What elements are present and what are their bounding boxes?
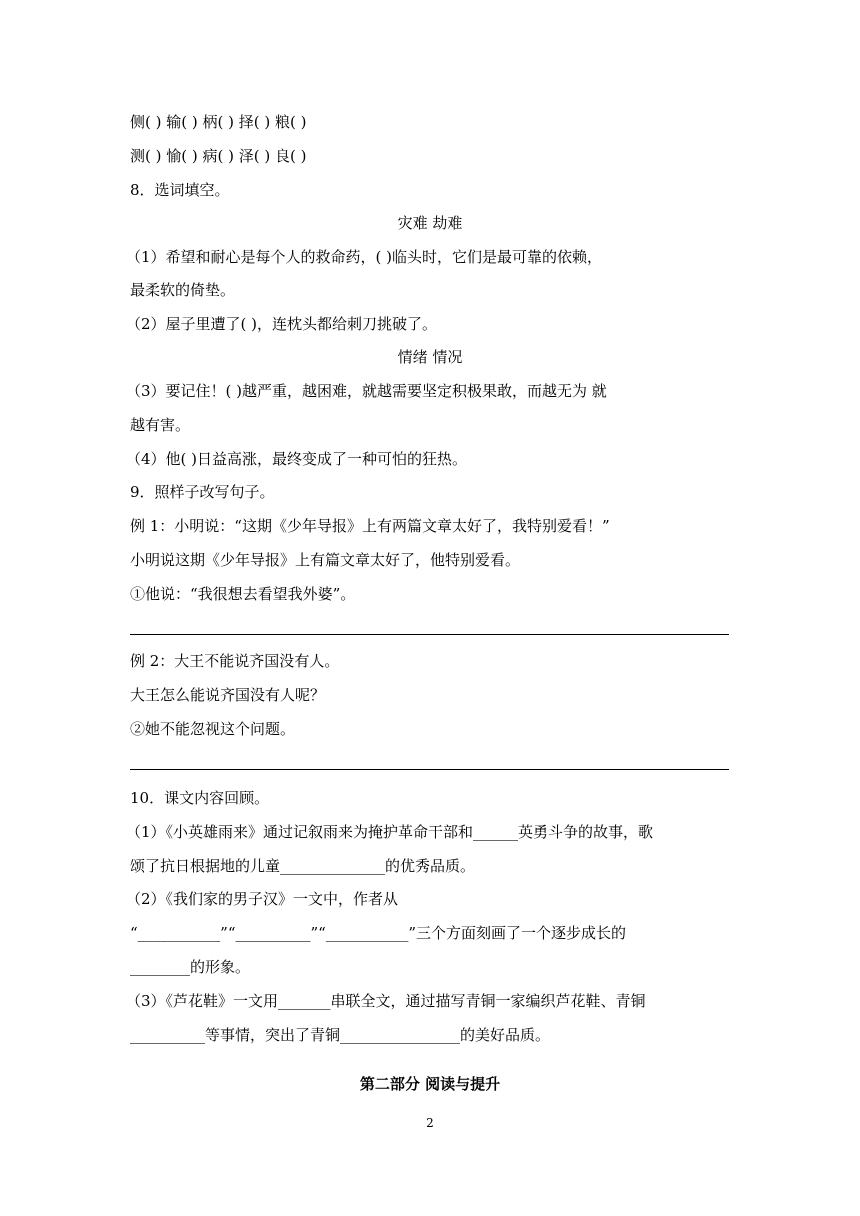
question-9-item-1: ①他说：“我很想去看望我外婆”。: [130, 585, 356, 603]
question-10-item-3-line-1: （3）《芦花鞋》一文用_______串联全文，通过描写青铜一家编织芦花鞋、青铜: [126, 992, 646, 1010]
section-title: 第二部分 阅读与提升: [359, 1075, 501, 1093]
answer-line-2: [130, 769, 729, 770]
question-9-example-2-answer: 大王怎么能说齐国没有人呢？: [130, 686, 326, 704]
question-10-title: 10．课文内容回顾。: [130, 789, 270, 807]
question-8-item-4: （4）他( )日益高涨，最终变成了一种可怕的狂热。: [126, 450, 468, 468]
word-choice-2: 情绪 情况: [397, 348, 463, 366]
question-8-item-3-line-2: 越有害。: [130, 416, 191, 434]
question-10-item-3-line-2: __________等事情，突出了青铜________________的美好品质。: [130, 1026, 551, 1044]
question-8-item-1-line-1: （1）希望和耐心是每个人的救命药，( )临头时，它们是最可靠的依赖，: [126, 248, 603, 266]
question-9-example-1: 例 1：小明说：“这期《少年导报》上有两篇文章太好了，我特别爱看！”: [130, 517, 610, 535]
question-10-item-1-line-1: （1）《小英雄雨来》通过记叙雨来为掩护革命干部和______英勇斗争的故事，歌: [126, 823, 654, 841]
question-9-example-1-answer: 小明说这期《少年导报》上有篇文章太好了，他特别爱看。: [130, 551, 521, 569]
question-9-example-2: 例 2：大王不能说齐国没有人。: [130, 652, 340, 670]
question-8-title: 8．选词填空。: [130, 181, 230, 199]
char-row-2: 测( ) 愉( ) 病( ) 泽( ) 良( ): [130, 147, 307, 165]
word-choice-1: 灾难 劫难: [397, 214, 463, 232]
question-9-item-2: ②她不能忽视这个问题。: [130, 720, 296, 738]
answer-line-1: [130, 634, 729, 635]
question-9-title: 9．照样子改写句子。: [130, 483, 275, 501]
question-10-item-2-line-2: “___________”“__________”“___________”三个方面刻画了一个逐步成长的: [130, 924, 627, 942]
question-8-item-1-line-2: 最柔软的倚垫。: [130, 281, 236, 299]
question-8-item-3-line-1: （3）要记住！( )越严重，越困难，就越需要坚定积极果敢，而越无为 就: [126, 382, 607, 400]
question-10-item-1-line-2: 颂了抗日根据地的儿童______________的优秀品质。: [130, 857, 476, 875]
question-10-item-2-line-3: ________的形象。: [130, 958, 251, 976]
char-row-1: 侧( ) 输( ) 柄( ) 择( ) 粮( ): [130, 113, 307, 131]
page-number: 2: [426, 1116, 434, 1130]
question-8-item-2: （2）屋子里遭了( )，连枕头都给刺刀挑破了。: [126, 315, 438, 333]
question-10-item-2-line-1: （2）《我们家的男子汉》一文中，作者从: [126, 890, 399, 908]
